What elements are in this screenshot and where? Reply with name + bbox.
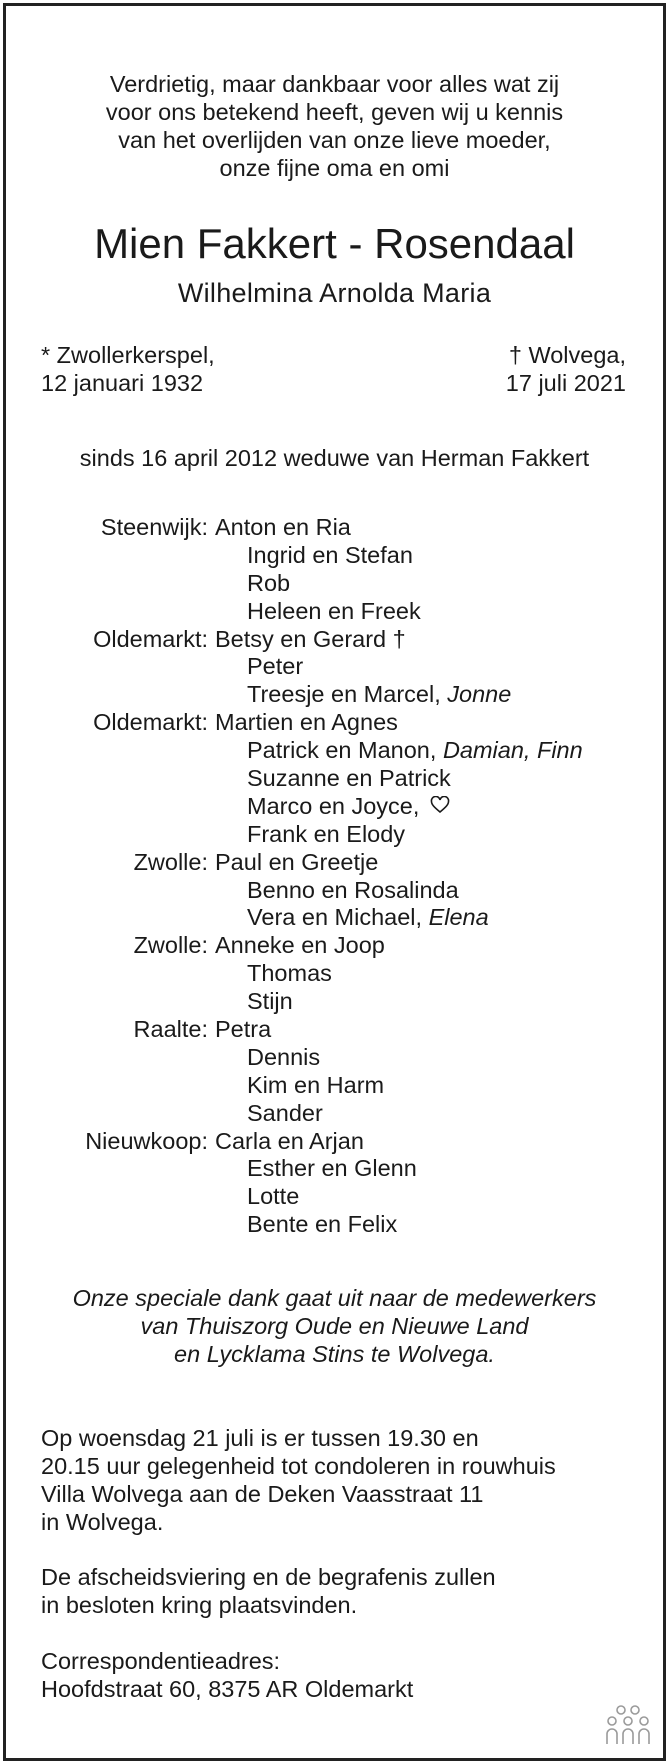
death-date: 17 juli 2021 — [505, 370, 626, 396]
family-row — [6, 626, 666, 654]
family-member-name: Bente en Felix — [247, 1211, 398, 1238]
family-member — [247, 793, 450, 821]
thanks-line: Onze speciale dank gaat uit naar de medewerkers — [72, 1285, 597, 1311]
family-member — [247, 960, 332, 988]
family-member-name: Suzanne en Patrick — [247, 765, 451, 792]
family-member — [247, 1155, 417, 1183]
deceased-name: Mien Fakkert - Rosendaal — [94, 220, 575, 267]
obituary-card — [3, 3, 666, 1761]
family-member-name: Stijn — [247, 988, 293, 1015]
family-member-name: Patrick en Manon, — [247, 737, 443, 764]
condolence-line: Villa Wolvega aan de Deken Vaasstraat 11 — [41, 1481, 484, 1507]
family-member-name: Sander — [247, 1099, 323, 1126]
family-row — [6, 709, 666, 737]
address-label: Correspondentieadres: — [41, 1648, 281, 1674]
family-row — [6, 598, 666, 626]
funeral-line: in besloten kring plaatsvinden. — [41, 1592, 358, 1618]
family-member-name: Thomas — [247, 960, 332, 987]
death-info — [506, 341, 626, 397]
family-member — [215, 709, 398, 737]
people-group-icon — [605, 1704, 651, 1746]
family-member-name: Anneke en Joop — [215, 932, 385, 959]
family-member-name: Vera en Michael, — [247, 904, 429, 931]
family-row — [6, 821, 666, 849]
condolence-line: Op woensdag 21 juli is er tussen 19.30 en — [41, 1425, 479, 1451]
family-row — [6, 1211, 666, 1239]
family-place: Oldemarkt: — [93, 625, 208, 652]
family-row — [6, 932, 666, 960]
family-member — [247, 765, 451, 793]
family-row — [6, 1128, 666, 1156]
intro-line: van het overlijden van onze lieve moeder, — [118, 127, 551, 153]
family-member-name: Rob — [247, 569, 291, 596]
family-member-name: Frank en Elody — [247, 820, 406, 847]
grandchildren-names: Elena — [428, 904, 489, 931]
family-member — [215, 626, 406, 654]
family-row — [6, 1016, 666, 1044]
grandchildren-names: Damian, Finn — [442, 737, 583, 764]
family-member — [247, 1044, 320, 1072]
family-member — [247, 1072, 384, 1100]
condolence-line: in Wolvega. — [41, 1509, 164, 1535]
family-member-name: Anton en Ria — [215, 514, 351, 540]
family-row — [6, 960, 666, 988]
thanks-line: van Thuiszorg Oude en Nieuwe Land — [140, 1313, 529, 1339]
birth-info — [41, 341, 215, 397]
family-row — [6, 681, 666, 709]
family-member — [215, 1016, 271, 1044]
grandchildren-names: Jonne — [447, 681, 512, 708]
family-member — [247, 653, 303, 681]
family-row — [6, 793, 666, 821]
thanks-line: en Lycklama Stins te Wolvega. — [174, 1341, 495, 1367]
deceased-full-name: Wilhelmina Arnolda Maria — [177, 278, 492, 308]
family-row — [6, 1155, 666, 1183]
family-row — [6, 849, 666, 877]
family-member-name: Kim en Harm — [247, 1071, 385, 1098]
condolence-line: 20.15 uur gelegenheid tot condoleren in rouwhuis — [41, 1453, 556, 1479]
family-member-name: Benno en Rosalinda — [247, 876, 459, 903]
funeral-text — [41, 1563, 496, 1619]
family-list — [6, 514, 666, 1239]
family-member-name: Paul en Greetje — [215, 848, 379, 875]
family-member-name: Peter — [247, 653, 304, 680]
condolence-text — [41, 1424, 556, 1536]
family-member — [247, 681, 511, 709]
family-member — [247, 1183, 299, 1211]
family-member — [247, 1100, 323, 1128]
family-member — [247, 570, 290, 598]
family-member-name: Martien en Agnes — [215, 709, 398, 736]
family-member — [247, 877, 459, 905]
address-value: Hoofdstraat 60, 8375 AR Oldemarkt — [41, 1676, 414, 1702]
family-member-name: Betsy en Gerard † — [215, 625, 406, 652]
family-row — [6, 765, 666, 793]
family-row — [6, 542, 666, 570]
intro-line: voor ons betekend heeft, geven wij u kennis — [105, 99, 564, 125]
correspondence-address — [41, 1647, 413, 1703]
family-member-name: Carla en Arjan — [215, 1127, 364, 1154]
family-row — [6, 1183, 666, 1211]
family-member — [247, 737, 583, 765]
heart-outline-icon — [430, 796, 450, 814]
birth-place: * Zwollerkerspel, — [41, 342, 215, 368]
family-place: Nieuwkoop: — [85, 1127, 208, 1154]
family-member — [247, 1211, 397, 1239]
widow-line: sinds 16 april 2012 weduwe van Herman Fakkert — [79, 445, 590, 471]
family-place: Zwolle: — [133, 848, 208, 875]
family-place: Steenwijk: — [100, 514, 208, 540]
family-member — [247, 542, 413, 570]
family-member-name: Marco en Joyce, — [247, 792, 426, 819]
family-member-name: Esther en Glenn — [247, 1155, 417, 1182]
family-member — [215, 1128, 364, 1156]
family-member — [247, 988, 293, 1016]
family-row — [6, 988, 666, 1016]
intro-line: onze fijne oma en omi — [219, 155, 450, 181]
family-row — [6, 653, 666, 681]
family-row — [6, 1072, 666, 1100]
family-row — [6, 904, 666, 932]
funeral-line: De afscheidsviering en de begrafenis zullen — [41, 1564, 496, 1590]
birth-date: 12 januari 1932 — [41, 370, 204, 396]
family-row — [6, 1100, 666, 1128]
family-member — [247, 598, 421, 626]
thanks-text — [6, 1284, 663, 1368]
family-member-name: Petra — [215, 1016, 272, 1043]
death-place: † Wolvega, — [508, 342, 626, 368]
intro-text — [6, 70, 663, 182]
family-member-name: Lotte — [247, 1183, 300, 1210]
family-row — [6, 514, 666, 542]
family-place: Zwolle: — [133, 932, 208, 959]
family-member — [247, 904, 489, 932]
family-member-name: Heleen en Freek — [247, 597, 421, 624]
family-place: Oldemarkt: — [93, 709, 208, 736]
family-member — [215, 514, 351, 542]
family-member — [215, 932, 385, 960]
family-place: Raalte: — [133, 1016, 208, 1043]
family-row — [6, 737, 666, 765]
family-member — [215, 849, 378, 877]
family-member — [247, 821, 405, 849]
family-member-name: Dennis — [247, 1043, 321, 1070]
family-member-name: Ingrid en Stefan — [247, 541, 413, 568]
family-row — [6, 1044, 666, 1072]
family-row — [6, 877, 666, 905]
family-member-name: Treesje en Marcel, — [247, 681, 448, 708]
family-row — [6, 570, 666, 598]
intro-line: Verdrietig, maar dankbaar voor alles wat zij — [109, 71, 560, 97]
